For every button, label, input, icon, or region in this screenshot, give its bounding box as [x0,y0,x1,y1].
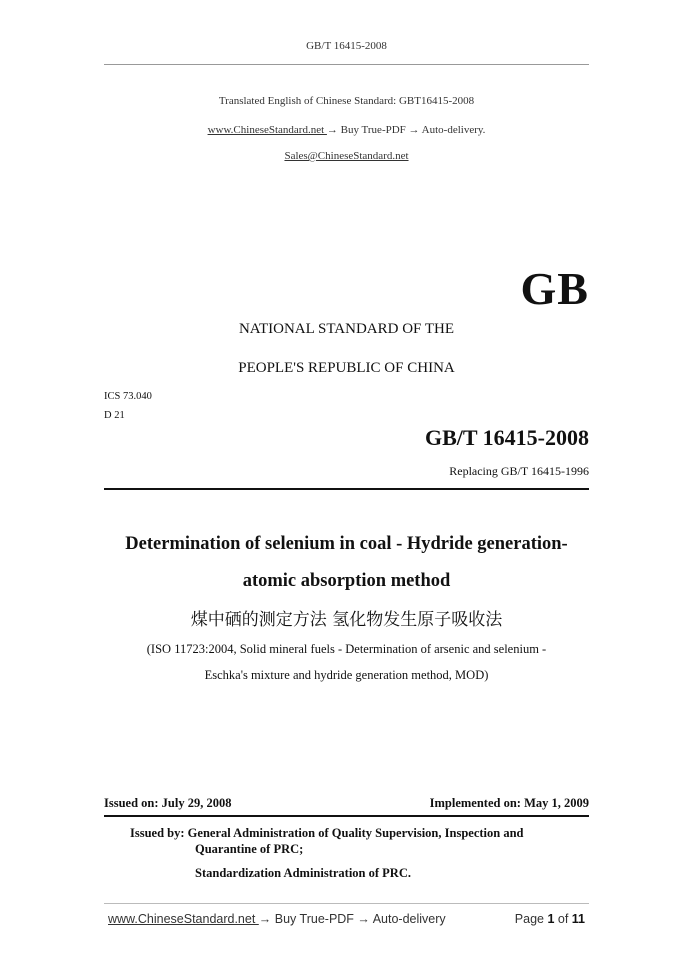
replacing-line: Replacing GB/T 16415-1996 [449,464,589,478]
ccs-code: D 21 [104,410,125,421]
iso-reference-line1: (ISO 11723:2004, Solid mineral fuels - Determination of arsenic and selenium - [146,642,547,656]
gb-mark: GB [520,263,589,314]
ics-code: ICS 73.040 [104,391,152,402]
footer-site-link[interactable]: www.ChineseStandard.net [108,912,259,926]
site-link[interactable]: www.ChineseStandard.net [207,124,327,136]
iso-reference-line2: Eschka's mixture and hydride generation method, MOD) [204,668,489,682]
arrow-icon: → [357,912,370,926]
standard-number: GB/T 16415-2008 [424,425,589,450]
title-line1: Determination of selenium in coal - Hydride generation- [125,534,568,554]
issued-by-label: Issued by: [130,826,188,840]
issuing-org2: Standardization Administration of PRC. [195,866,411,880]
issued-on: Issued on: July 29, 2008 [104,796,232,810]
arrow-icon: → [326,124,338,136]
page-current: 1 [547,912,555,926]
title-line2: atomic absorption method [242,571,451,591]
page-indicator [515,912,585,926]
buy-text: Buy True-PDF [337,124,409,136]
page-total: 11 [571,912,585,926]
dates-rule [104,815,589,817]
sales-email-link[interactable]: Sales@ChineseStandard.net [284,150,409,162]
header-rule [104,64,589,65]
sales-line [0,150,693,162]
title-rule [104,488,589,490]
issuing-org1: General Administration of Quality Supervision, Inspection and [187,826,524,840]
national-standard-line2: PEOPLE'S REPUBLIC OF CHINA [238,360,455,376]
footer-buy-text: Buy True-PDF [271,912,358,926]
page-label: Page [514,912,548,926]
page-of: of [554,912,572,926]
implemented-on: Implemented on: May 1, 2009 [429,796,589,810]
issued-by [130,825,590,857]
arrow-icon: → [408,124,420,136]
issuing-org1-cont: Quarantine of PRC; [195,842,304,856]
footer-auto-text: Auto-delivery [369,912,446,926]
classification-codes [104,387,152,425]
national-standard-line1: NATIONAL STANDARD OF THE [238,321,455,337]
footer-links [108,912,446,926]
arrow-icon: → [258,912,272,926]
running-header: GB/T 16415-2008 [306,40,387,52]
auto-text: Auto-delivery. [419,124,486,136]
title-chinese: 煤中硒的测定方法 氢化物发生原子吸收法 [190,610,503,630]
footer-rule [104,903,589,904]
header-links [0,124,693,136]
translated-line: Translated English of Chinese Standard: GBT16415-2008 [218,95,475,107]
